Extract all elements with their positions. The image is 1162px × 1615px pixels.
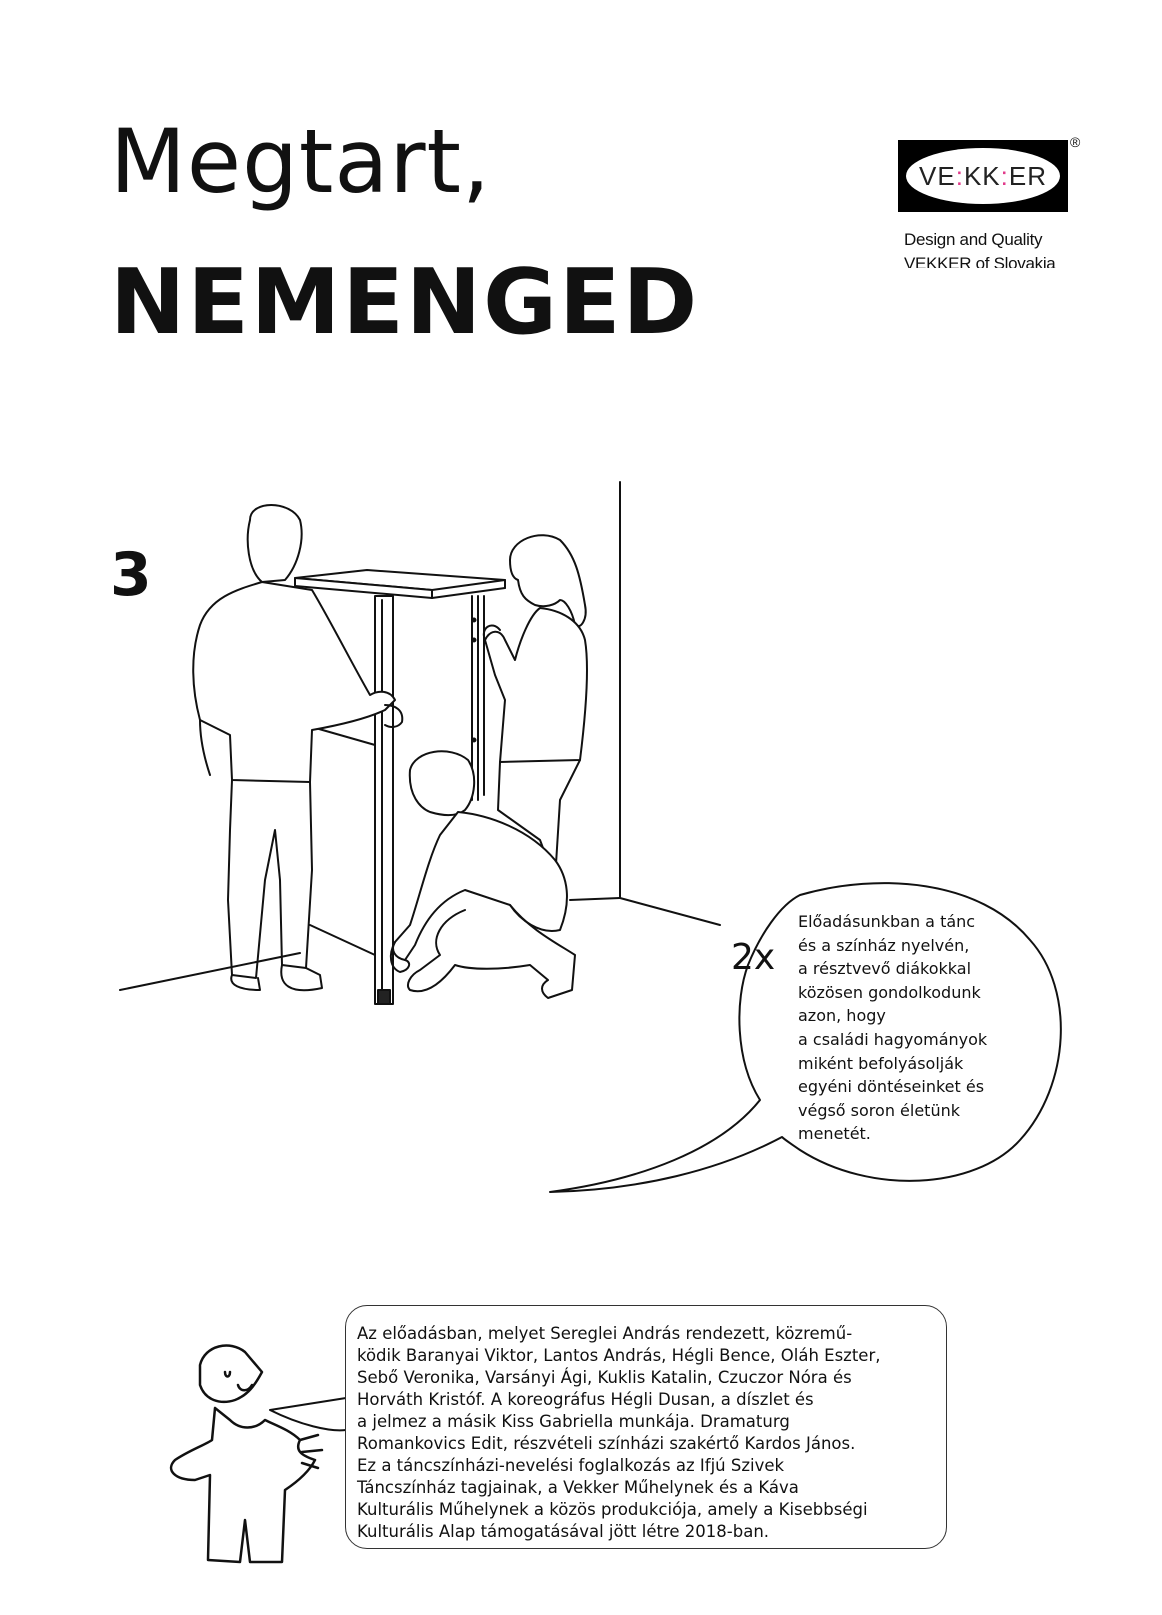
info-box-pointer <box>270 1398 346 1430</box>
info-box-text <box>357 1323 937 1543</box>
info-line: Táncszínház tagjainak, a Vekker Műhelynek és a Káva <box>357 1478 799 1497</box>
title-line-2: NEMENGED <box>110 250 700 355</box>
bubble-line: egyéni döntéseinket és <box>798 1077 985 1097</box>
info-line: Sebő Veronika, Varsányi Ági, Kuklis Katalin, Czuczor Nóra és <box>357 1368 852 1387</box>
info-line: Romankovics Edit, részvételi színházi szakértő Kardos János. <box>357 1434 856 1453</box>
bubble-line: végső soron életünk <box>798 1100 960 1120</box>
info-line: a jelmez a másik Kiss Gabriella munkája. Dramaturg <box>357 1412 790 1431</box>
speech-bubble-text <box>798 910 1028 1146</box>
bubble-line: menetét. <box>798 1124 871 1144</box>
logo-part-3: ER <box>1008 160 1047 191</box>
bubble-line: közösen gondolkodunk <box>798 982 981 1002</box>
step-number: 3 <box>110 540 152 610</box>
kneeling-man-drawing <box>391 751 575 998</box>
logo-separator-2: : <box>1000 160 1009 191</box>
info-line: ködik Baranyai Viktor, Lantos András, Hégli Bence, Oláh Eszter, <box>357 1346 881 1365</box>
info-line: Az előadásban, melyet Sereglei András rendezett, közremű- <box>357 1324 853 1343</box>
info-line: Kulturális Alap támogatásával jött létre 2018-ban. <box>357 1522 770 1541</box>
title-line-1: Megtart, <box>110 110 492 213</box>
logo-separator-1: : <box>955 160 964 191</box>
logo-part-2: KK <box>963 160 1001 191</box>
bubble-line: miként befolyásolják <box>798 1053 964 1073</box>
quantity-multiplier: 2x <box>731 937 776 978</box>
info-figure-drawing <box>171 1346 322 1562</box>
registered-mark: ® <box>1070 134 1081 150</box>
info-line: Kulturális Műhelynek a közös produkciója, amely a Kisebbségi <box>357 1500 868 1519</box>
info-line: Ez a táncszínházi-nevelési foglalkozás az Ifjú Szivek <box>357 1456 785 1475</box>
bubble-line: a családi hagyományok <box>798 1029 988 1049</box>
bubble-line: és a színház nyelvén, <box>798 935 970 955</box>
bubble-line: Előadásunkban a tánc <box>798 912 976 931</box>
logo-tagline-line-2: VEKKER of Slovakia <box>904 254 1056 268</box>
logo-tagline-line-1: Design and Quality <box>904 230 1043 249</box>
bubble-line: a résztvevő diákokkal <box>798 959 972 979</box>
bubble-line: azon, hogy <box>798 1006 886 1026</box>
info-line: Horváth Kristóf. A koreográfus Hégli Dusan, a díszlet és <box>357 1390 814 1409</box>
logo-part-1: VE <box>919 160 956 191</box>
